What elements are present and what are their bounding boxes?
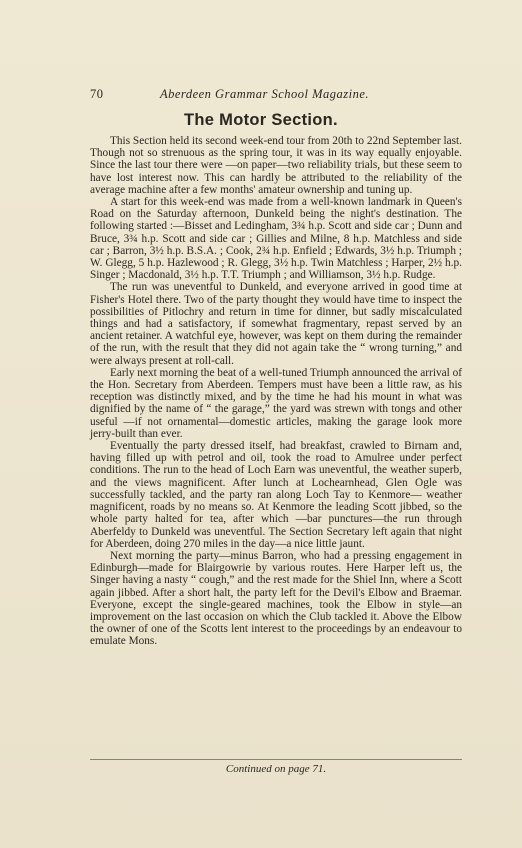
paragraph: Early next morning the beat of a well-tuned Triumph announced the arrival of the Hon. Secretary from Aberdeen. Tempers must have been a little raw, as his reception was distinctly mixed, and by the time he had his mount in what was dignified by the name of “ the garage,” the yard was strewn with tongs and other useful —if not ornamental—domestic articles, making the garage look more jerry-built than ever. (90, 366, 462, 440)
paragraph: The run was uneventful to Dunkeld, and everyone arrived in good time at Fisher's Hotel there. Two of the party thought they would have time to inspect the possibilities of Pitlochry and return in time for dinner, but sadly miscalculated things and had a satisfactory, if somewhat fragmentary, repast served by an ancient retainer. A watchful eye, however, was kept on them during the remainder of the run, with the result that they did not again take the “ wrong turning,” and were always present at roll-call. (90, 281, 462, 367)
magazine-title: Aberdeen Grammar School Magazine. (160, 87, 370, 101)
running-header (90, 87, 390, 102)
page-number: 70 (90, 87, 104, 101)
continued-note: Continued on page 71. (225, 763, 327, 775)
paragraph: This Section held its second week-end tour from 20th to 22nd September last. Though not so strenuous as the spring tour, it was in its way equally enjoyable. Since the last tour there were —on paper—two reliability trials, but these seem to have lost interest now. This can hardly be attributed to the reliability of the average machine after a few months' amateur ownership and tuning up. (90, 135, 462, 196)
footer-divider (90, 759, 462, 760)
article-title: The Motor Section. (184, 111, 338, 129)
paragraph: Next morning the party—minus Barron, who had a pressing engagement in Edinburgh—made for Blairgowrie by various routes. Here Harper left us, the Singer having a nasty “ cough,” and the rest made for the Shiel Inn, where a Scott again jibbed. After a short halt, the party left for the Devil's Elbow and Braemar. Everyone, except the single-geared machines, took the Elbow in style—an improvement on the last occasion on which the Club tackled it. Above the Elbow the owner of one of the Scotts lent interest to the proceedings by an endeavour to emulate Mons. (90, 549, 462, 648)
paragraph: Eventually the party dressed itself, had breakfast, crawled to Birnam and, having filled up with petrol and oil, took the road to Amulree under perfect conditions. The run to the head of Loch Earn was uneventful, the weather superb, and the views magnificent. After lunch at Lochearnhead, Glen Ogle was successfully tackled, and the party ran along Loch Tay to Kenmore— weather magnificent, roads by no means so. At Kenmore the leading Scott jibbed, so the whole party halted for tea, after which —bar punctures—the run through Aberfeldy to Dunkeld was uneventful. The Section Secretary left again that night for Aberdeen, doing 270 miles in the day—a nice little jaunt. (90, 440, 462, 550)
paragraph: A start for this week-end was made from a well-known landmark in Queen's Road on the Saturday afternoon, Dunkeld being the night's destination. The following started :—Bisset and Ledingham, 3¾ h.p. Scott and side car ; Dunn and Bruce, 3¾ h.p. Scott and side car ; Gillies and Milne, 8 h.p. Matchless and side car ; Barron, 3½ h.p. B.S.A. ; Cook, 2¾ h.p. Enfield ; Edwards, 3½ h.p. Triumph ; W. Glegg, 5 h.p. Hazlewood ; R. Glegg, 3½ h.p. Twin Matchless ; Harper, 2½ h.p. Singer ; Macdonald, 3½ h.p. T.T. Triumph ; and Williamson, 3½ h.p. Rudge. (90, 196, 462, 282)
article-body (90, 135, 462, 648)
